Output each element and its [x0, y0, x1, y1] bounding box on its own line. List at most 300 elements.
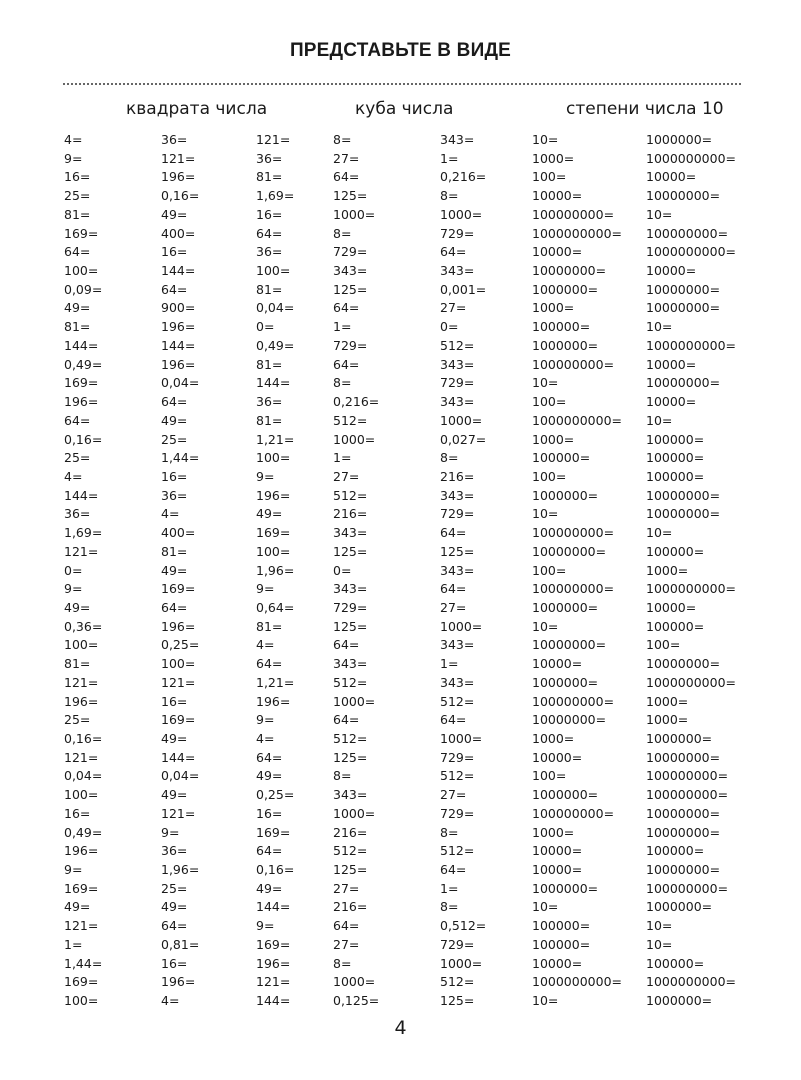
exercise-item: 729= — [440, 506, 475, 522]
exercise-item: 100000000= — [646, 787, 729, 803]
exercise-item: 1000000= — [532, 674, 599, 690]
exercise-item: 729= — [440, 805, 475, 821]
exercise-item: 0,09= — [64, 281, 103, 297]
exercise-item: 100000= — [646, 543, 705, 559]
exercise-item: 64= — [64, 244, 91, 260]
exercise-item: 512= — [333, 487, 368, 503]
exercise-item: 10= — [646, 206, 673, 222]
exercise-item: 125= — [440, 543, 475, 559]
exercise-item: 10000= — [532, 843, 583, 859]
exercise-item: 1000000= — [532, 880, 599, 896]
exercise-item: 81= — [64, 656, 91, 672]
exercise-item: 64= — [161, 394, 188, 410]
exercise-item: 9= — [64, 862, 83, 878]
exercise-item: 125= — [333, 618, 368, 634]
exercise-item: 10000000= — [646, 188, 721, 204]
exercise-item: 100000000= — [646, 768, 729, 784]
exercise-item: 49= — [256, 768, 283, 784]
exercise-item: 8= — [440, 450, 459, 466]
exercise-item: 36= — [256, 150, 283, 166]
exercise-item: 196= — [161, 169, 196, 185]
exercise-item: 1000000000= — [646, 581, 737, 597]
exercise-item: 343= — [333, 581, 368, 597]
exercise-item: 0,49= — [64, 824, 103, 840]
exercise-item: 1= — [440, 656, 459, 672]
exercise-item: 100= — [64, 993, 99, 1009]
exercise-item: 1000= — [646, 712, 689, 728]
exercise-item: 64= — [440, 862, 467, 878]
exercise-item: 121= — [256, 974, 291, 990]
exercise-item: 196= — [161, 319, 196, 335]
exercise-item: 1= — [440, 150, 459, 166]
exercise-item: 16= — [256, 206, 283, 222]
exercise-item: 512= — [440, 974, 475, 990]
exercise-item: 169= — [161, 712, 196, 728]
exercise-item: 1000000= — [532, 281, 599, 297]
exercise-item: 10000= — [646, 169, 697, 185]
exercise-item: 10000000= — [646, 656, 721, 672]
exercise-item: 100000= — [532, 936, 591, 952]
exercise-item: 25= — [64, 188, 91, 204]
exercise-item: 100= — [256, 543, 291, 559]
exercise-item: 169= — [64, 974, 99, 990]
exercise-item: 10000000= — [646, 300, 721, 316]
exercise-item: 4= — [64, 132, 83, 147]
exercise-item: 196= — [161, 618, 196, 634]
exercise-item: 9= — [256, 712, 275, 728]
exercise-item: 0,001= — [440, 281, 487, 297]
exercise-item: 196= — [64, 394, 99, 410]
exercise-item: 49= — [161, 899, 188, 915]
exercise-item: 0= — [333, 562, 352, 578]
exercise-item: 100000= — [646, 450, 705, 466]
exercise-item: 27= — [333, 880, 360, 896]
exercise-item: 64= — [256, 843, 283, 859]
exercise-item: 0,16= — [64, 431, 103, 447]
exercise-item: 10= — [646, 525, 673, 541]
exercise-item: 81= — [64, 206, 91, 222]
exercise-item: 64= — [256, 656, 283, 672]
exercise-item: 1000000= — [532, 599, 599, 615]
exercise-item: 10000000= — [646, 805, 721, 821]
exercise-item: 1000000= — [532, 487, 599, 503]
exercise-item: 100= — [532, 468, 567, 484]
exercise-item: 216= — [440, 468, 475, 484]
exercise-item: 64= — [256, 225, 283, 241]
exercise-item: 100000000= — [646, 880, 729, 896]
exercise-item: 10= — [532, 375, 559, 391]
exercise-item: 125= — [333, 862, 368, 878]
exercise-item: 169= — [256, 525, 291, 541]
exercise-item: 0= — [440, 319, 459, 335]
exercise-item: 25= — [161, 880, 188, 896]
exercise-item: 10000000= — [646, 862, 721, 878]
exercise-item: 9= — [256, 468, 275, 484]
exercise-item: 10000000= — [646, 375, 721, 391]
exercise-item: 25= — [161, 431, 188, 447]
exercise-item: 729= — [440, 749, 475, 765]
exercise-item: 100000= — [646, 468, 705, 484]
exercise-item: 10000000= — [532, 543, 607, 559]
exercise-item: 144= — [161, 263, 196, 279]
exercise-item: 1000= — [440, 412, 483, 428]
exercise-item: 100= — [256, 450, 291, 466]
exercise-item: 10= — [532, 506, 559, 522]
exercise-item: 1000000000= — [646, 974, 737, 990]
exercise-item: 1000= — [532, 150, 575, 166]
exercise-item: 10000000= — [646, 487, 721, 503]
exercise-item: 144= — [256, 899, 291, 915]
exercise-item: 1= — [333, 450, 352, 466]
exercise-item: 100000000= — [646, 225, 729, 241]
exercise-item: 400= — [161, 525, 196, 541]
exercise-item: 36= — [256, 244, 283, 260]
exercise-item: 343= — [333, 525, 368, 541]
exercise-item: 81= — [161, 543, 188, 559]
exercise-item: 49= — [161, 787, 188, 803]
exercise-item: 196= — [161, 974, 196, 990]
exercise-item: 169= — [256, 824, 291, 840]
exercise-item: 729= — [333, 337, 368, 353]
exercise-item: 10= — [646, 319, 673, 335]
exercise-item: 125= — [333, 188, 368, 204]
exercise-item: 343= — [333, 656, 368, 672]
exercise-item: 27= — [333, 468, 360, 484]
exercise-item: 64= — [440, 712, 467, 728]
exercise-item: 1000000000= — [646, 244, 737, 260]
exercise-item: 64= — [333, 637, 360, 653]
exercise-item: 1000000000= — [532, 412, 623, 428]
exercise-item: 1,69= — [64, 525, 103, 541]
exercise-item: 36= — [161, 132, 188, 147]
dotted-divider — [63, 83, 741, 85]
exercise-item: 0,04= — [64, 768, 103, 784]
exercise-item: 0,512= — [440, 918, 487, 934]
exercise-item: 49= — [161, 731, 188, 746]
exercise-item: 4= — [64, 468, 83, 484]
exercise-item: 10000= — [532, 955, 583, 971]
exercise-item: 1000000= — [646, 899, 713, 915]
exercise-item: 216= — [333, 899, 368, 915]
exercise-item: 196= — [256, 487, 291, 503]
exercise-item: 169= — [161, 581, 196, 597]
exercise-item: 25= — [64, 450, 91, 466]
exercise-item: 512= — [333, 843, 368, 859]
exercise-item: 100000000= — [532, 356, 615, 372]
exercise-item: 100= — [161, 656, 196, 672]
exercise-item: 1000= — [532, 300, 575, 316]
exercise-item: 81= — [256, 356, 283, 372]
exercise-item: 512= — [333, 674, 368, 690]
exercise-item: 64= — [333, 169, 360, 185]
exercise-item: 27= — [440, 787, 467, 803]
exercise-column-7 — [646, 131, 736, 1011]
exercise-item: 121= — [64, 749, 99, 765]
exercise-item: 100000000= — [532, 805, 615, 821]
exercise-item: 16= — [64, 169, 91, 185]
exercise-item: 100= — [532, 768, 567, 784]
exercise-item: 100000= — [646, 618, 705, 634]
exercise-item: 8= — [333, 375, 352, 391]
exercise-item: 10= — [532, 899, 559, 915]
exercise-item: 81= — [256, 169, 283, 185]
exercise-item: 0= — [256, 319, 275, 335]
exercise-item: 10000000= — [646, 749, 721, 765]
exercise-item: 121= — [64, 674, 99, 690]
exercise-item: 1000= — [333, 431, 376, 447]
exercise-item: 0,49= — [64, 356, 103, 372]
exercise-item: 512= — [333, 731, 368, 746]
exercise-item: 16= — [161, 693, 188, 709]
exercise-item: 49= — [161, 562, 188, 578]
exercise-item: 100000000= — [532, 581, 615, 597]
exercise-item: 100000000= — [532, 206, 615, 222]
exercise-item: 144= — [256, 993, 291, 1009]
heading-cubes: куба числа — [355, 99, 454, 119]
exercise-item: 512= — [440, 337, 475, 353]
exercise-item: 10000000= — [532, 637, 607, 653]
exercise-item: 100= — [646, 637, 681, 653]
exercise-item: 49= — [64, 599, 91, 615]
exercise-item: 0,125= — [333, 993, 380, 1009]
exercise-item: 1,21= — [256, 431, 295, 447]
exercise-item: 125= — [440, 993, 475, 1009]
exercise-item: 100= — [532, 169, 567, 185]
exercise-item: 169= — [64, 880, 99, 896]
exercise-item: 10= — [646, 918, 673, 934]
exercise-item: 0,04= — [161, 768, 200, 784]
exercise-item: 1000000= — [646, 731, 713, 746]
exercise-item: 10000000= — [646, 506, 721, 522]
exercise-item: 216= — [333, 824, 368, 840]
exercise-item: 121= — [161, 805, 196, 821]
exercise-item: 49= — [64, 300, 91, 316]
exercise-item: 0,64= — [256, 599, 295, 615]
page-number: 4 — [394, 1017, 407, 1039]
exercise-item: 81= — [256, 618, 283, 634]
exercise-item: 343= — [333, 787, 368, 803]
exercise-item: 10000= — [532, 188, 583, 204]
exercise-column-1 — [64, 131, 102, 1011]
exercise-item: 343= — [440, 487, 475, 503]
exercise-item: 1,44= — [161, 450, 200, 466]
exercise-item: 8= — [440, 188, 459, 204]
exercise-item: 0,16= — [161, 188, 200, 204]
exercise-item: 1,69= — [256, 188, 295, 204]
exercise-item: 8= — [333, 225, 352, 241]
exercise-item: 1,44= — [64, 955, 103, 971]
exercise-item: 64= — [64, 412, 91, 428]
exercise-item: 125= — [333, 749, 368, 765]
exercise-item: 100000= — [532, 918, 591, 934]
exercise-item: 196= — [256, 955, 291, 971]
exercise-item: 81= — [64, 319, 91, 335]
exercise-item: 4= — [256, 731, 275, 746]
exercise-item: 49= — [256, 880, 283, 896]
exercise-item: 10000000= — [646, 824, 721, 840]
exercise-item: 1000000= — [646, 132, 713, 147]
exercise-item: 36= — [64, 506, 91, 522]
exercise-item: 10000= — [532, 656, 583, 672]
exercise-item: 0,04= — [256, 300, 295, 316]
exercise-item: 1000000000= — [646, 337, 737, 353]
exercise-item: 1= — [440, 880, 459, 896]
exercise-item: 343= — [440, 394, 475, 410]
exercise-item: 1000000000= — [532, 225, 623, 241]
exercise-item: 9= — [64, 581, 83, 597]
exercise-item: 10000= — [646, 394, 697, 410]
exercise-item: 144= — [64, 487, 99, 503]
exercise-item: 100000= — [532, 319, 591, 335]
exercise-item: 10000000= — [646, 281, 721, 297]
exercise-item: 1000= — [440, 206, 483, 222]
exercise-item: 1000= — [532, 824, 575, 840]
exercise-item: 729= — [440, 375, 475, 391]
exercise-item: 0,16= — [64, 731, 103, 746]
exercise-item: 0,25= — [161, 637, 200, 653]
exercise-item: 8= — [333, 955, 352, 971]
exercise-item: 9= — [161, 824, 180, 840]
exercise-item: 100= — [532, 562, 567, 578]
exercise-item: 121= — [64, 918, 99, 934]
exercise-item: 1000= — [532, 731, 575, 746]
exercise-item: 0,04= — [161, 375, 200, 391]
exercise-item: 1000= — [333, 693, 376, 709]
exercise-item: 0,216= — [440, 169, 487, 185]
exercise-item: 1000= — [646, 562, 689, 578]
exercise-item: 10= — [532, 132, 559, 147]
exercise-item: 100= — [256, 263, 291, 279]
exercise-item: 8= — [440, 824, 459, 840]
exercise-item: 121= — [256, 132, 291, 147]
page-title: ПРЕДСТАВЬТЕ В ВИДЕ — [289, 40, 512, 61]
exercise-item: 121= — [161, 674, 196, 690]
heading-squares: квадрата числа — [126, 99, 268, 119]
exercise-item: 100000= — [646, 843, 705, 859]
exercise-item: 196= — [256, 693, 291, 709]
exercise-item: 512= — [440, 843, 475, 859]
exercise-item: 100000= — [646, 955, 705, 971]
exercise-item: 400= — [161, 225, 196, 241]
exercise-item: 0= — [64, 562, 83, 578]
exercise-item: 144= — [64, 337, 99, 353]
exercise-column-3 — [256, 131, 294, 1011]
exercise-item: 1000= — [440, 731, 483, 746]
exercise-item: 49= — [64, 899, 91, 915]
exercise-item: 169= — [64, 375, 99, 391]
exercise-item: 1000000= — [646, 993, 713, 1009]
exercise-item: 10= — [532, 993, 559, 1009]
exercise-item: 100000= — [646, 431, 705, 447]
exercise-item: 343= — [440, 132, 475, 147]
exercise-item: 8= — [333, 132, 352, 147]
exercise-item: 100000000= — [532, 693, 615, 709]
exercise-item: 100000000= — [532, 525, 615, 541]
exercise-item: 0,49= — [256, 337, 295, 353]
exercise-item: 64= — [333, 918, 360, 934]
exercise-item: 343= — [440, 562, 475, 578]
exercise-item: 729= — [440, 936, 475, 952]
exercise-item: 64= — [440, 581, 467, 597]
exercise-item: 49= — [161, 206, 188, 222]
exercise-item: 196= — [64, 843, 99, 859]
exercise-item: 81= — [256, 412, 283, 428]
exercise-item: 1000000000= — [532, 974, 623, 990]
exercise-item: 343= — [440, 674, 475, 690]
exercise-item: 4= — [161, 993, 180, 1009]
exercise-item: 1000000000= — [646, 674, 737, 690]
exercise-item: 36= — [161, 487, 188, 503]
exercise-item: 49= — [256, 506, 283, 522]
exercise-item: 1000= — [333, 805, 376, 821]
exercise-item: 64= — [256, 749, 283, 765]
exercise-item: 196= — [64, 693, 99, 709]
exercise-item: 1000= — [333, 206, 376, 222]
exercise-item: 729= — [333, 599, 368, 615]
exercise-item: 10000= — [532, 862, 583, 878]
exercise-item: 1000000000= — [646, 150, 737, 166]
exercise-item: 10= — [646, 936, 673, 952]
exercise-item: 0,027= — [440, 431, 487, 447]
exercise-item: 1000= — [532, 431, 575, 447]
exercise-item: 9= — [256, 581, 275, 597]
exercise-item: 0,81= — [161, 936, 200, 952]
exercise-item: 27= — [333, 150, 360, 166]
exercise-item: 27= — [440, 300, 467, 316]
exercise-item: 196= — [161, 356, 196, 372]
exercise-item: 10000= — [532, 244, 583, 260]
exercise-item: 4= — [161, 506, 180, 522]
exercise-item: 16= — [161, 468, 188, 484]
exercise-item: 100= — [64, 263, 99, 279]
exercise-item: 10= — [532, 618, 559, 634]
exercise-item: 1,96= — [256, 562, 295, 578]
exercise-column-6 — [532, 131, 622, 1011]
exercise-item: 64= — [440, 244, 467, 260]
exercise-item: 1000= — [440, 955, 483, 971]
exercise-item: 1000= — [333, 974, 376, 990]
exercise-item: 343= — [440, 637, 475, 653]
exercise-item: 343= — [333, 263, 368, 279]
exercise-item: 512= — [440, 693, 475, 709]
exercise-item: 1= — [333, 319, 352, 335]
exercise-item: 343= — [440, 263, 475, 279]
exercise-item: 144= — [256, 375, 291, 391]
exercise-item: 0,16= — [256, 862, 295, 878]
exercise-item: 64= — [333, 300, 360, 316]
exercise-item: 27= — [333, 936, 360, 952]
exercise-item: 1000000= — [532, 337, 599, 353]
exercise-item: 4= — [256, 637, 275, 653]
exercise-item: 64= — [440, 525, 467, 541]
exercise-item: 343= — [440, 356, 475, 372]
exercise-item: 144= — [161, 749, 196, 765]
exercise-item: 16= — [64, 805, 91, 821]
exercise-item: 10000000= — [532, 263, 607, 279]
exercise-item: 16= — [161, 244, 188, 260]
exercise-item: 512= — [440, 768, 475, 784]
exercise-item: 729= — [333, 244, 368, 260]
exercise-item: 64= — [161, 918, 188, 934]
exercise-item: 36= — [161, 843, 188, 859]
exercise-item: 25= — [64, 712, 91, 728]
exercise-column-4 — [333, 131, 379, 1011]
exercise-item: 121= — [64, 543, 99, 559]
exercise-item: 9= — [64, 150, 83, 166]
exercise-item: 0,25= — [256, 787, 295, 803]
exercise-item: 10000000= — [532, 712, 607, 728]
exercise-item: 0,216= — [333, 394, 380, 410]
